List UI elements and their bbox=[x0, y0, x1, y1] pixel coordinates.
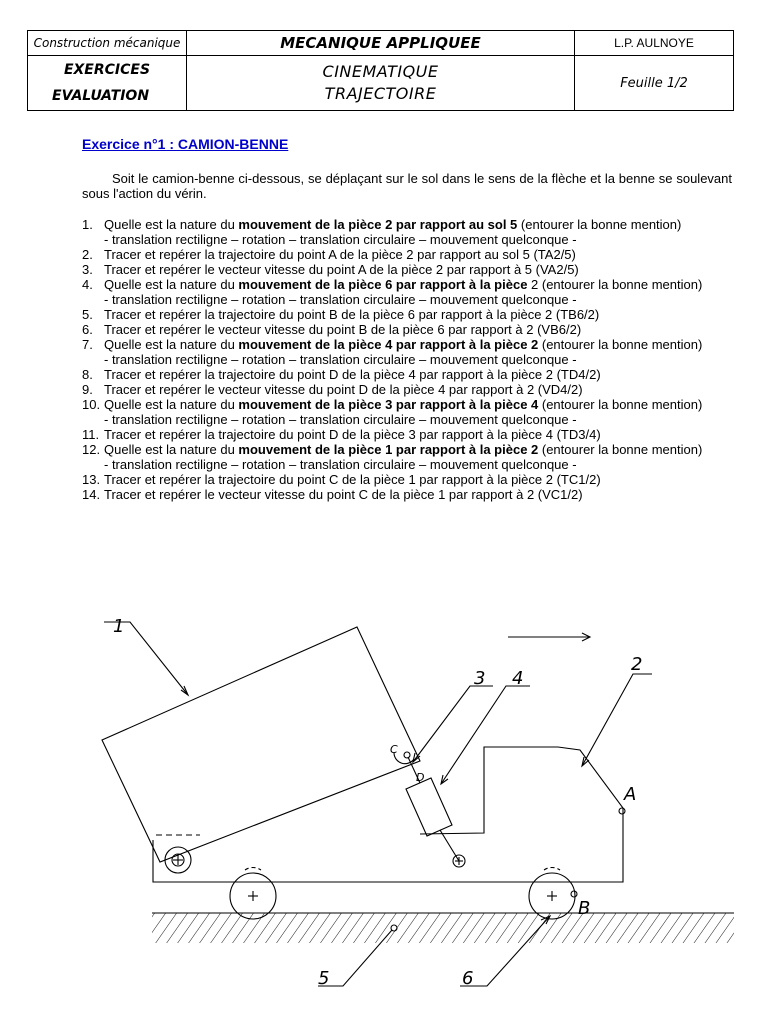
cylinder-body-4 bbox=[406, 778, 452, 836]
question-text: Tracer et repérer la trajectoire du point D de la pièce 3 par rapport à la pièce 4 (TD3/4) bbox=[104, 427, 601, 442]
question-text: Tracer et repérer la trajectoire du point B de la pièce 6 par rapport à la pièce 2 (TB6/2) bbox=[104, 307, 600, 322]
question-item bbox=[82, 247, 732, 262]
category-line2: EVALUATION bbox=[52, 88, 150, 104]
topic-cell bbox=[187, 56, 575, 111]
leader-2 bbox=[582, 674, 652, 766]
label-part-3: 3 bbox=[474, 668, 486, 689]
question-number: 12. bbox=[82, 442, 101, 457]
question-text: Quelle est la nature du bbox=[104, 217, 239, 232]
question-text-end: 2 (entourer la bonne mention) bbox=[527, 277, 703, 292]
question-number: 7. bbox=[82, 337, 93, 352]
header-table bbox=[27, 30, 734, 111]
leader-4 bbox=[441, 686, 530, 784]
question-item bbox=[82, 337, 732, 367]
question-text-end: (entourer la bonne mention) bbox=[538, 397, 703, 412]
exercise-intro: Soit le camion-benne ci-dessous, se déplaçant sur le sol dans le sens de la flèche et la benne se soulevant sous l'action du vérin. bbox=[82, 171, 732, 201]
question-item bbox=[82, 427, 732, 442]
question-number: 10. bbox=[82, 397, 101, 412]
question-item bbox=[82, 487, 732, 502]
point-b-marker bbox=[571, 891, 577, 897]
question-text: Quelle est la nature du bbox=[104, 442, 239, 457]
question-item bbox=[82, 472, 732, 487]
question-options: - translation rectiligne – rotation – translation circulaire – mouvement quelconque - bbox=[104, 352, 577, 367]
front-wheel-arc bbox=[544, 867, 560, 870]
exercise-title: Exercice n°1 : CAMION-BENNE bbox=[82, 136, 289, 152]
label-part-4: 4 bbox=[512, 668, 524, 689]
label-part-5: 5 bbox=[318, 968, 330, 989]
topic-line1: CINEMATIQUE bbox=[322, 62, 439, 81]
label-part-6: 6 bbox=[462, 968, 474, 989]
question-number: 4. bbox=[82, 277, 93, 292]
point-a-marker bbox=[619, 808, 625, 814]
question-item bbox=[82, 277, 732, 307]
category-cell bbox=[28, 56, 187, 111]
question-number: 11. bbox=[82, 427, 100, 442]
question-bold-text: mouvement de la pièce 3 par rapport à la pièce 4 bbox=[238, 397, 539, 412]
question-text: Tracer et repérer la trajectoire du point D de la pièce 4 par rapport à la pièce 2 (TD4/2) bbox=[104, 367, 601, 382]
question-item bbox=[82, 382, 732, 397]
truck-drawing bbox=[0, 600, 768, 1020]
question-bold-text: mouvement de la pièce 2 par rapport au sol 5 bbox=[238, 217, 518, 232]
question-text-end: (entourer la bonne mention) bbox=[538, 442, 703, 457]
category-line1: EXERCICES bbox=[63, 62, 151, 78]
question-options: - translation rectiligne – rotation – translation circulaire – mouvement quelconque - bbox=[104, 412, 577, 427]
question-options: - translation rectiligne – rotation – translation circulaire – mouvement quelconque - bbox=[104, 457, 577, 472]
truck-body-2 bbox=[153, 747, 623, 882]
question-item bbox=[82, 322, 732, 337]
question-number: 9. bbox=[82, 382, 93, 397]
ground-hatch bbox=[152, 913, 734, 943]
discipline-cell: Construction mécanique bbox=[28, 31, 187, 56]
question-text: Tracer et repérer la trajectoire du point A de la pièce 2 par rapport au sol 5 (TA2/5) bbox=[104, 247, 576, 262]
school-cell: L.P. AULNOYE bbox=[575, 31, 734, 56]
question-options: - translation rectiligne – rotation – translation circulaire – mouvement quelconque - bbox=[104, 292, 577, 307]
question-options: - translation rectiligne – rotation – translation circulaire – mouvement quelconque - bbox=[104, 232, 577, 247]
question-text: Tracer et repérer la trajectoire du point C de la pièce 1 par rapport à la pièce 2 (TC1/2) bbox=[104, 472, 601, 487]
dump-body-1 bbox=[102, 627, 420, 862]
question-number: 1. bbox=[82, 217, 93, 232]
topic-line2: TRAJECTOIRE bbox=[324, 84, 437, 103]
label-part-2: 2 bbox=[631, 654, 643, 675]
question-text: Tracer et repérer le vecteur vitesse du point C de la pièce 1 par rapport à 2 (VC1/2) bbox=[104, 487, 583, 502]
question-list bbox=[82, 217, 732, 502]
label-part-1: 1 bbox=[113, 616, 125, 637]
question-bold-text: mouvement de la pièce 6 par rapport à la pièce bbox=[238, 277, 528, 292]
point-c-marker bbox=[404, 752, 410, 758]
question-number: 2. bbox=[82, 247, 93, 262]
question-text: Quelle est la nature du bbox=[104, 337, 239, 352]
question-item bbox=[82, 307, 732, 322]
question-text: Quelle est la nature du bbox=[104, 277, 239, 292]
label-point-b: B bbox=[578, 898, 591, 919]
question-bold-text: mouvement de la pièce 1 par rapport à la pièce 2 bbox=[238, 442, 539, 457]
label-point-c: C bbox=[390, 743, 398, 756]
question-item bbox=[82, 262, 732, 277]
question-number: 5. bbox=[82, 307, 93, 322]
question-bold-text: mouvement de la pièce 4 par rapport à la pièce 2 bbox=[238, 337, 539, 352]
label-point-d: D bbox=[416, 771, 425, 784]
question-text-end: (entourer la bonne mention) bbox=[517, 217, 682, 232]
subject-cell: MECANIQUE APPLIQUEE bbox=[187, 31, 575, 56]
question-item bbox=[82, 397, 732, 427]
question-item bbox=[82, 217, 732, 247]
question-number: 8. bbox=[82, 367, 93, 382]
question-number: 13. bbox=[82, 472, 101, 487]
question-text: Tracer et repérer le vecteur vitesse du point D de la pièce 4 par rapport à 2 (VD4/2) bbox=[104, 382, 583, 397]
question-number: 3. bbox=[82, 262, 93, 277]
question-item bbox=[82, 367, 732, 382]
question-text: Tracer et repérer le vecteur vitesse du point A de la pièce 2 par rapport à 5 (VA2/5) bbox=[104, 262, 579, 277]
question-number: 14. bbox=[82, 487, 101, 502]
question-number: 6. bbox=[82, 322, 93, 337]
rear-wheel-arc bbox=[245, 867, 261, 870]
question-text: Quelle est la nature du bbox=[104, 397, 239, 412]
question-text-end: (entourer la bonne mention) bbox=[538, 337, 703, 352]
sheet-cell: Feuille 1/2 bbox=[575, 56, 734, 111]
question-item bbox=[82, 442, 732, 472]
question-text: Tracer et repérer le vecteur vitesse du point B de la pièce 6 par rapport à 2 (VB6/2) bbox=[104, 322, 582, 337]
label-point-a: A bbox=[624, 784, 637, 805]
